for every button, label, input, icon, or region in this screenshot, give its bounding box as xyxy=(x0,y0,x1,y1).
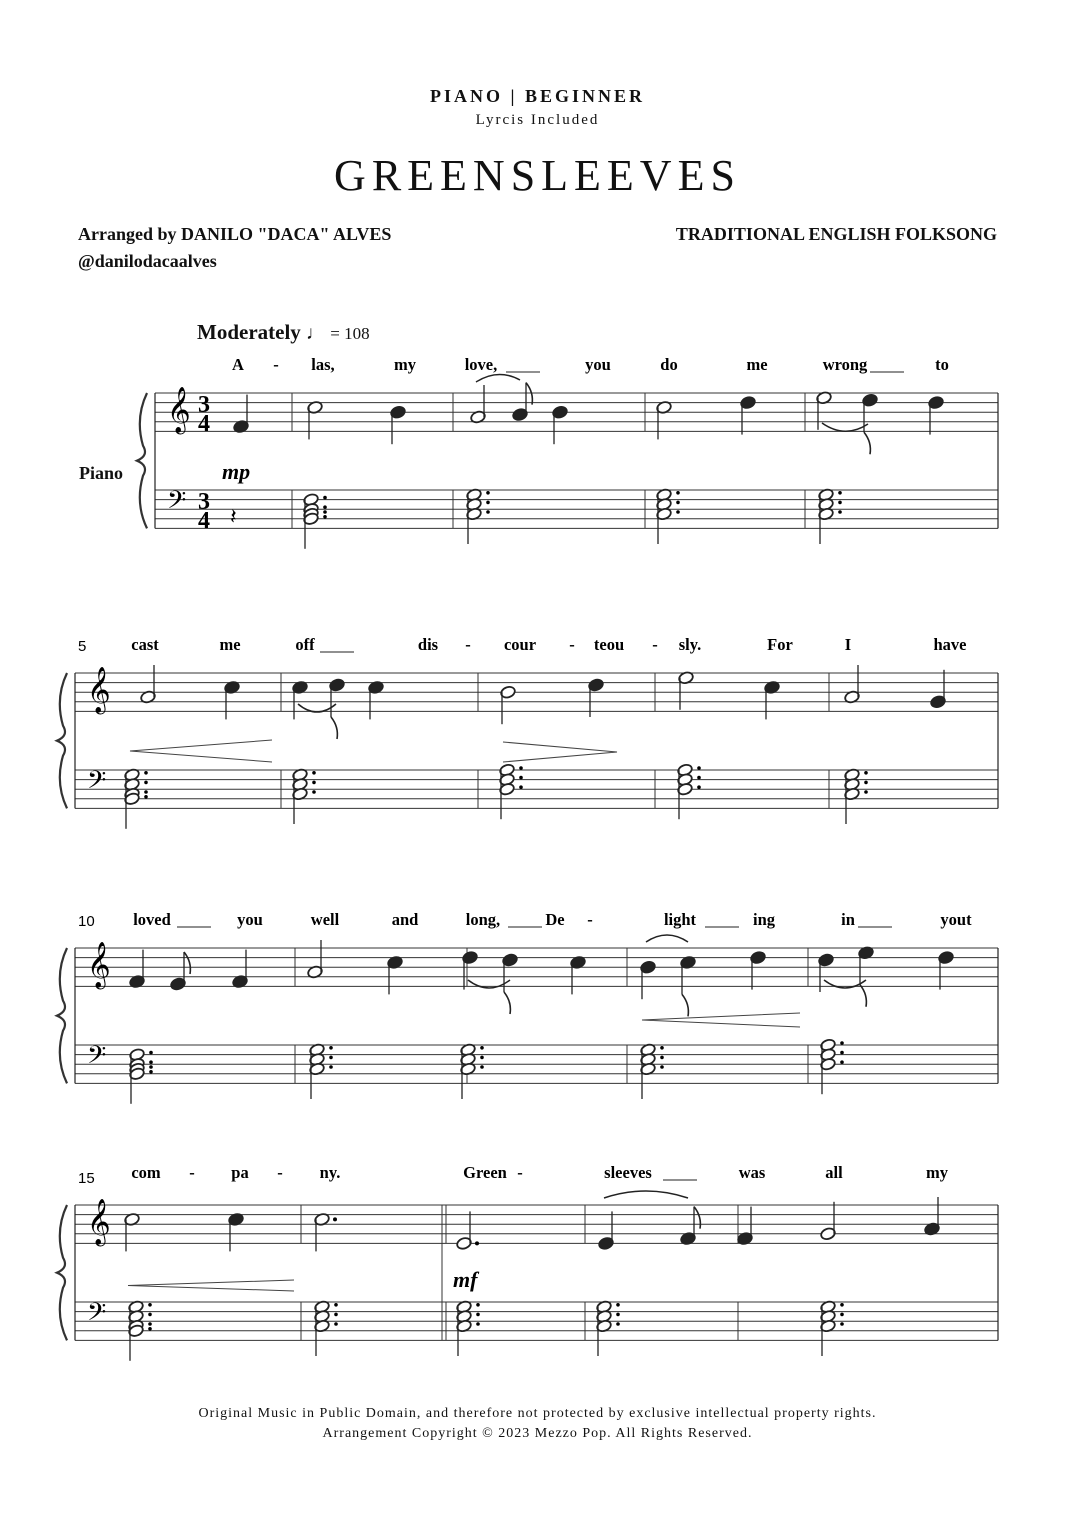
lyric-syllable: cour xyxy=(503,635,537,654)
slur xyxy=(822,423,868,431)
lyric-syllable: wrong xyxy=(822,355,868,374)
lyric-syllable: teou xyxy=(593,635,625,654)
lyric-syllable: sly. xyxy=(678,635,702,654)
melody-note xyxy=(862,393,879,454)
dot xyxy=(864,781,868,785)
dot xyxy=(312,771,316,775)
lyric-syllable: - xyxy=(277,1163,283,1182)
melody-note xyxy=(500,685,517,724)
melody-note xyxy=(680,1207,701,1246)
bass-clef-icon: 𝄢 xyxy=(87,766,107,801)
dot xyxy=(323,496,327,500)
lyric-syllable: dis xyxy=(417,635,439,654)
lyric-syllable: yout xyxy=(940,910,972,929)
dot xyxy=(312,790,316,794)
dot xyxy=(148,1313,152,1317)
score-systems xyxy=(57,355,998,1361)
system-3 xyxy=(57,910,998,1104)
slur xyxy=(476,374,520,382)
dot xyxy=(660,1046,664,1050)
dot xyxy=(864,771,868,775)
dot xyxy=(660,1065,664,1069)
arrangement-level: PIANO | BEGINNER xyxy=(430,86,645,106)
brace xyxy=(57,1205,67,1340)
treble-time-bottom: 4 xyxy=(198,411,210,437)
treble-time-top: 3 xyxy=(198,392,210,418)
melody-note xyxy=(740,396,757,435)
melody-note xyxy=(598,1211,615,1250)
note-flag xyxy=(504,992,510,1014)
tempo-text: Moderately xyxy=(197,320,301,344)
dot xyxy=(323,515,327,519)
lyric-syllable: - xyxy=(189,1163,195,1182)
melody-note xyxy=(387,955,404,994)
dot xyxy=(697,785,701,789)
dot xyxy=(519,776,523,780)
lyric-syllable: ing xyxy=(752,910,776,929)
copyright-note: Arrangement Copyright © 2023 Mezzo Pop. All Rights Reserved. xyxy=(322,1426,753,1441)
dot xyxy=(149,1060,153,1064)
dot xyxy=(616,1313,620,1317)
melody-note xyxy=(390,405,407,444)
melody-note xyxy=(737,1207,754,1246)
bass-chord xyxy=(309,1043,333,1099)
melody-note xyxy=(640,960,657,999)
bass-chord xyxy=(677,763,701,819)
dot xyxy=(838,491,842,495)
dot xyxy=(144,790,148,794)
lyric-syllable: light xyxy=(663,910,697,929)
bass-chord xyxy=(656,488,680,544)
bass-chord xyxy=(129,1048,153,1104)
lyric-syllable: - xyxy=(465,635,471,654)
lyric-syllable: - xyxy=(652,635,658,654)
dot xyxy=(840,1051,844,1055)
treble-clef-icon: 𝄞 xyxy=(167,387,191,433)
dot xyxy=(480,1065,484,1069)
dot xyxy=(334,1303,338,1307)
lyric-syllable: all xyxy=(825,1163,843,1182)
melody-note xyxy=(124,1212,141,1251)
treble-clef-icon: 𝄞 xyxy=(87,667,111,713)
dot xyxy=(864,790,868,794)
melody-note xyxy=(928,396,945,435)
note-flag xyxy=(860,985,866,1007)
bass-chord xyxy=(596,1300,620,1356)
lyric-syllable: was xyxy=(738,1163,766,1182)
dot xyxy=(660,1056,664,1060)
lyric-syllable: long, xyxy=(465,910,501,929)
melody-note xyxy=(570,955,587,994)
dot xyxy=(676,510,680,514)
slur xyxy=(646,935,688,942)
dot xyxy=(840,1322,844,1326)
melody-note xyxy=(750,951,767,990)
lyric-syllable: las, xyxy=(311,355,335,374)
note-flag xyxy=(331,717,337,739)
bass-chord xyxy=(844,768,868,824)
dot xyxy=(334,1313,338,1317)
brace xyxy=(57,673,67,808)
dot xyxy=(329,1046,333,1050)
melody-note xyxy=(140,665,157,704)
dot xyxy=(838,510,842,514)
note-flag xyxy=(184,952,190,974)
system-2 xyxy=(57,635,998,829)
lyric-syllable: com xyxy=(131,1163,161,1182)
lyric-syllable: cast xyxy=(131,635,159,654)
arranger-handle: @danilodacaalves xyxy=(78,251,217,271)
lyric-syllable: Green xyxy=(463,1163,507,1182)
dot xyxy=(697,766,701,770)
lyric-syllable: love, xyxy=(464,355,498,374)
slur xyxy=(298,704,336,712)
melody-note xyxy=(858,946,875,1007)
quarter-rest-icon: 𝄽 xyxy=(230,505,237,530)
melody-note xyxy=(314,1212,337,1251)
dot xyxy=(149,1070,153,1074)
lyric-syllable: I xyxy=(844,635,852,654)
lyric-syllable: loved xyxy=(133,910,171,929)
lyric-syllable: you xyxy=(585,355,611,374)
melody-note xyxy=(368,680,385,719)
melody-note xyxy=(232,950,249,989)
dot xyxy=(148,1322,152,1326)
lyric-syllable: me xyxy=(746,355,768,374)
bass-chord xyxy=(292,768,316,824)
lyric-syllable: do xyxy=(660,355,678,374)
melody-note xyxy=(462,951,479,990)
melody-note xyxy=(680,955,697,1016)
dot xyxy=(149,1065,153,1069)
dot xyxy=(312,781,316,785)
dot xyxy=(480,1056,484,1060)
dot xyxy=(476,1313,480,1317)
dot xyxy=(329,1056,333,1060)
dot xyxy=(480,1046,484,1050)
dot xyxy=(148,1327,152,1331)
dot xyxy=(519,785,523,789)
bass-chord xyxy=(499,763,523,819)
bass-clef-icon: 𝄢 xyxy=(87,1298,107,1333)
dynamic-mf: mf xyxy=(453,1267,478,1292)
dot xyxy=(840,1303,844,1307)
melody-note xyxy=(292,680,309,719)
public-domain-note: Original Music in Public Domain, and therefore not protected by exclusive intellectual property rights. xyxy=(198,1406,877,1421)
lyric-syllable: pa xyxy=(231,1163,249,1182)
dot xyxy=(616,1322,620,1326)
dot xyxy=(840,1060,844,1064)
note-flag xyxy=(864,432,870,454)
lyric-syllable: sleeves xyxy=(604,1163,652,1182)
lyric-syllable: - xyxy=(517,1163,523,1182)
melody-note xyxy=(329,678,346,739)
lyric-syllable: ny. xyxy=(319,1163,341,1182)
bass-clef-icon: 𝄢 xyxy=(87,1041,107,1076)
lyric-syllable: have xyxy=(933,635,967,654)
lyric-syllable: me xyxy=(219,635,241,654)
dot xyxy=(616,1303,620,1307)
dot xyxy=(838,501,842,505)
lyric-syllable: - xyxy=(273,355,279,374)
melody-note xyxy=(224,680,241,719)
lyrics-note: Lyrcis Included xyxy=(475,112,600,128)
melody-note xyxy=(930,670,947,709)
bass-chord xyxy=(460,1043,484,1099)
quarter-note-icon: ♩ xyxy=(306,323,326,344)
dynamic-mp: mp xyxy=(222,459,251,484)
melody-note xyxy=(307,940,324,979)
melody-note xyxy=(678,671,695,710)
lyric-syllable: - xyxy=(569,635,575,654)
bass-chord xyxy=(820,1038,844,1094)
dot xyxy=(486,510,490,514)
dot xyxy=(475,1241,479,1245)
measure-number: 15 xyxy=(78,1170,95,1187)
lyric-syllable: to xyxy=(935,355,949,374)
dot xyxy=(144,771,148,775)
bass-chord xyxy=(640,1043,664,1099)
treble-clef-icon: 𝄞 xyxy=(87,942,111,988)
note-flag xyxy=(694,1207,700,1229)
bass-chord xyxy=(303,493,327,549)
lyric-syllable: For xyxy=(767,635,793,654)
melody-note xyxy=(844,665,861,704)
dot xyxy=(486,501,490,505)
decrescendo-hairpin xyxy=(503,742,617,762)
dot xyxy=(840,1041,844,1045)
crescendo-hairpin xyxy=(130,740,272,762)
dot xyxy=(144,795,148,799)
lyric-syllable: you xyxy=(237,910,263,929)
bass-chord xyxy=(314,1300,338,1356)
measure-number: 10 xyxy=(78,913,95,930)
dot xyxy=(323,505,327,509)
brace xyxy=(137,393,147,528)
dot xyxy=(329,1065,333,1069)
dot xyxy=(676,501,680,505)
lyric-syllable: well xyxy=(310,910,340,929)
melody-note xyxy=(233,395,250,434)
instrument-label: Piano xyxy=(79,463,124,483)
dot xyxy=(519,766,523,770)
system-1 xyxy=(137,355,998,549)
composer-credit: TRADITIONAL ENGLISH FOLKSONG xyxy=(675,224,997,244)
song-title: GREENSLEEVES xyxy=(334,151,741,200)
melody-note xyxy=(924,1197,941,1236)
lyric-syllable: my xyxy=(394,355,416,374)
note-flag xyxy=(526,383,532,405)
lyric-syllable: my xyxy=(926,1163,948,1182)
bass-clef-icon: 𝄢 xyxy=(167,486,187,521)
crescendo-hairpin xyxy=(642,1013,800,1027)
bass-chord xyxy=(466,488,490,544)
lyric-syllable: - xyxy=(587,910,593,929)
bass-chord xyxy=(456,1300,480,1356)
melody-note xyxy=(129,950,146,989)
bass-time-bottom: 4 xyxy=(198,508,210,534)
melody-note xyxy=(228,1212,245,1251)
dot xyxy=(486,491,490,495)
lyric-syllable: A xyxy=(232,355,244,374)
tempo-bpm: = 108 xyxy=(330,324,370,343)
bass-chord xyxy=(818,488,842,544)
dot xyxy=(323,510,327,514)
dot xyxy=(333,1217,337,1221)
measure-number: 5 xyxy=(78,638,87,655)
lyric-syllable: off xyxy=(295,635,315,654)
lyric-syllable: and xyxy=(391,910,419,929)
dot xyxy=(476,1322,480,1326)
crescendo-hairpin xyxy=(128,1280,294,1291)
dot xyxy=(840,1313,844,1317)
dot xyxy=(676,491,680,495)
dot xyxy=(697,776,701,780)
arranger-credit: Arranged by DANILO "DACA" ALVES xyxy=(78,224,392,244)
dot xyxy=(476,1303,480,1307)
dot xyxy=(149,1051,153,1055)
lyric-syllable: in xyxy=(841,910,855,929)
melody-note xyxy=(820,1202,837,1241)
dot xyxy=(148,1303,152,1307)
bass-time-top: 3 xyxy=(198,489,210,515)
melody-note xyxy=(764,680,781,719)
brace xyxy=(57,948,67,1083)
melody-note xyxy=(656,400,673,439)
melody-note xyxy=(456,1211,479,1250)
treble-clef-icon: 𝄞 xyxy=(87,1199,111,1245)
note-flag xyxy=(682,994,688,1016)
lyric-syllable: De xyxy=(545,910,565,929)
melody-note xyxy=(470,385,487,424)
bass-chord xyxy=(820,1300,844,1356)
slur xyxy=(604,1191,688,1198)
melody-note xyxy=(552,405,569,444)
melody-note xyxy=(938,951,955,990)
system-4 xyxy=(57,1163,998,1361)
dot xyxy=(334,1322,338,1326)
melody-note xyxy=(307,400,324,439)
dot xyxy=(144,781,148,785)
